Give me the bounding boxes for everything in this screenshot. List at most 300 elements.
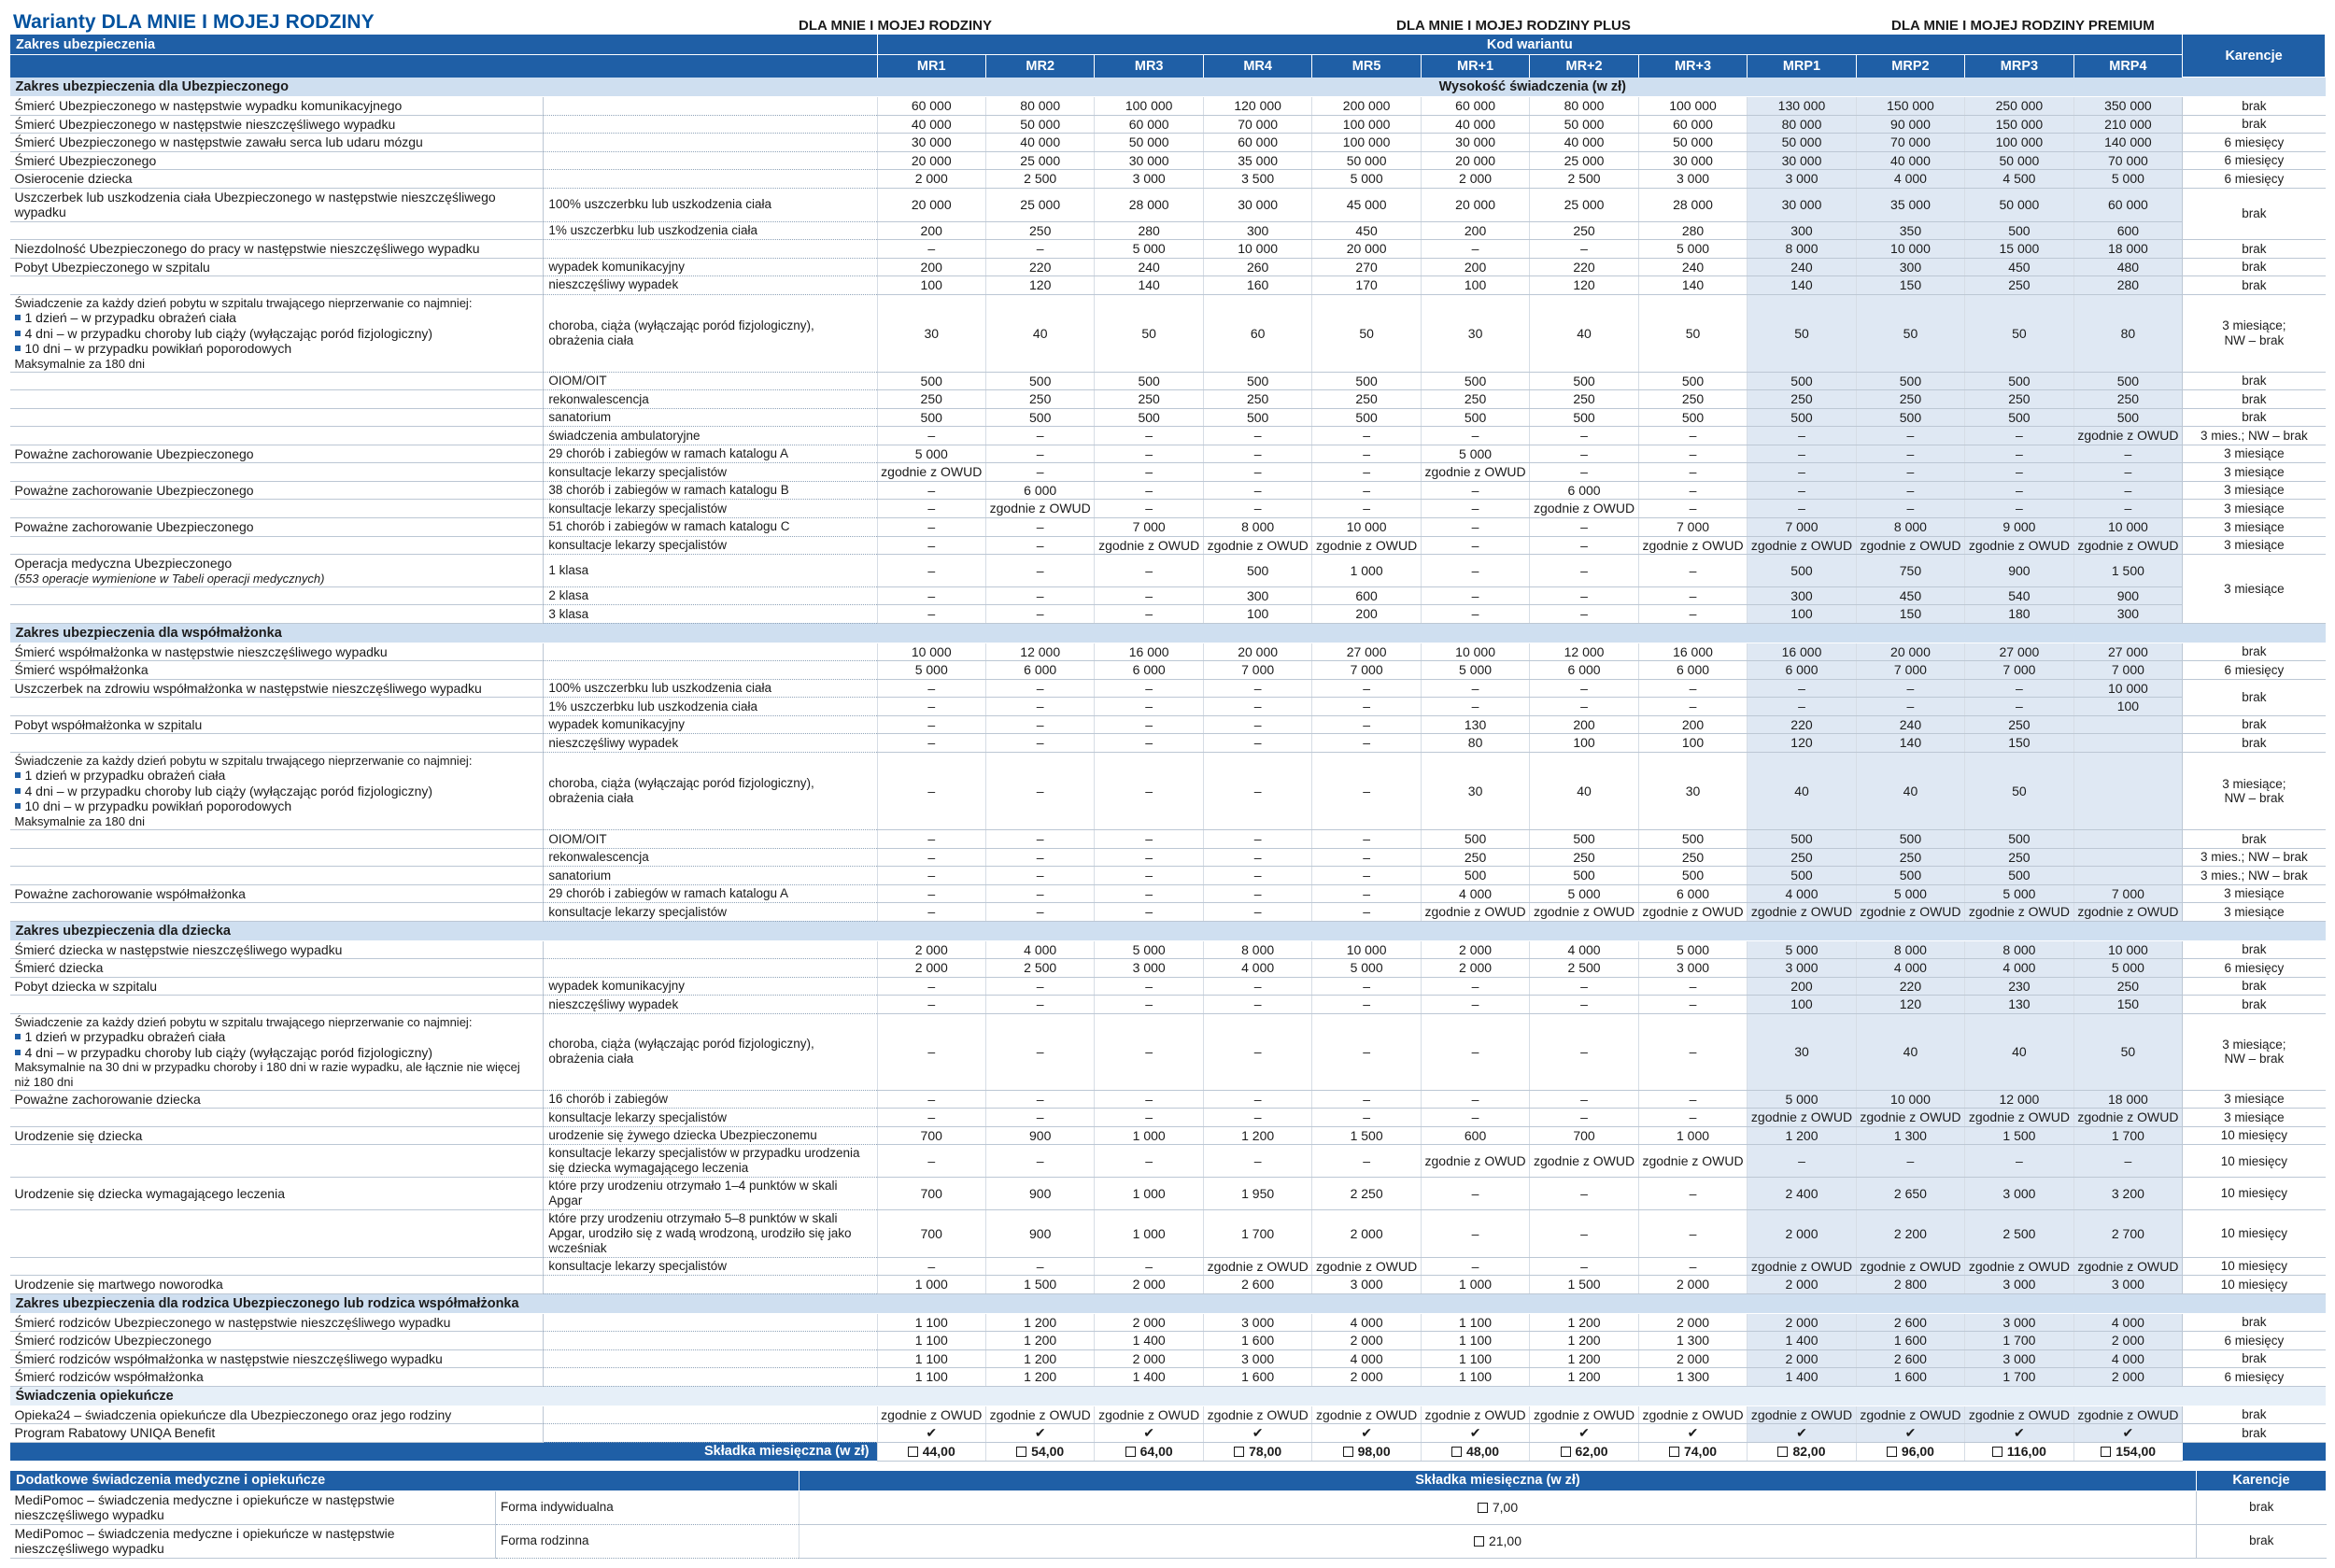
medipomoc-form-individual: Forma indywidualna bbox=[496, 1490, 800, 1524]
value-cell: 5 000 bbox=[1095, 240, 1203, 259]
table-row bbox=[10, 97, 2326, 116]
karencja-cell: brak bbox=[2183, 97, 2326, 116]
value-cell: – bbox=[1203, 884, 1311, 903]
value-cell: 2 000 bbox=[1421, 959, 1529, 978]
value-cell: 40 bbox=[1530, 753, 1638, 830]
col-MR5: MR5 bbox=[1312, 55, 1421, 78]
value-cell: – bbox=[1203, 1109, 1311, 1127]
value-cell: 27 000 bbox=[1965, 643, 2073, 661]
value-cell: – bbox=[2073, 500, 2183, 518]
karencja-cell: 6 miesięcy bbox=[2183, 661, 2326, 680]
value-cell: – bbox=[1312, 1109, 1421, 1127]
value-cell: ✔ bbox=[877, 1424, 985, 1443]
table-row bbox=[10, 1210, 2326, 1258]
value-cell: – bbox=[985, 536, 1094, 555]
value-cell: 240 bbox=[1856, 715, 1964, 734]
value-cell: 350 bbox=[1856, 221, 1964, 240]
value-cell: 500 bbox=[1856, 372, 1964, 390]
col-MR4: MR4 bbox=[1203, 55, 1311, 78]
table-row bbox=[10, 996, 2326, 1014]
value-cell: – bbox=[985, 463, 1094, 482]
value-cell: 60 bbox=[1203, 294, 1311, 372]
value-cell: zgodnie z OWUD bbox=[1095, 1406, 1203, 1424]
value-cell: 5 000 bbox=[2073, 170, 2183, 189]
value-cell: 1 500 bbox=[985, 1276, 1094, 1294]
value-cell: 1 200 bbox=[985, 1368, 1094, 1387]
value-cell: 500 bbox=[1203, 555, 1311, 587]
value-cell: 2 000 bbox=[1312, 1332, 1421, 1350]
value-cell: – bbox=[1421, 1178, 1529, 1210]
value-cell: 7 000 bbox=[1638, 518, 1747, 537]
value-cell: – bbox=[877, 1257, 985, 1276]
value-cell: 3 000 bbox=[1203, 1349, 1311, 1368]
value-cell: 8 000 bbox=[1856, 940, 1964, 959]
value-cell: – bbox=[1421, 605, 1529, 624]
value-cell: – bbox=[1856, 1145, 1964, 1178]
value-cell: 2 500 bbox=[985, 170, 1094, 189]
value-cell: – bbox=[1095, 715, 1203, 734]
value-cell: – bbox=[1312, 830, 1421, 849]
group-label-standard: DLA MNIE I MOJEJ RODZINY bbox=[799, 18, 992, 34]
premium-MRP1[interactable] bbox=[1748, 1442, 1856, 1461]
karencja-cell: 3 miesiące bbox=[2183, 884, 2326, 903]
value-cell: 1 700 bbox=[1965, 1332, 2073, 1350]
value-cell: – bbox=[1095, 867, 1203, 885]
value-cell: zgodnie z OWUD bbox=[1203, 1257, 1311, 1276]
value-cell: – bbox=[1748, 463, 1856, 482]
value-cell: 20 000 bbox=[1312, 240, 1421, 259]
value-cell: 300 bbox=[1748, 586, 1856, 605]
medipomoc-premium-individual[interactable] bbox=[800, 1490, 2197, 1524]
value-cell: 50 bbox=[1965, 753, 2073, 830]
premium-MRplus2[interactable] bbox=[1530, 1442, 1638, 1461]
value-cell: – bbox=[985, 240, 1094, 259]
value-cell: – bbox=[1638, 586, 1747, 605]
value-cell: 1 500 bbox=[1312, 1126, 1421, 1145]
value-cell: ✔ bbox=[2073, 1424, 2183, 1443]
table-row bbox=[10, 518, 2326, 537]
value-cell: – bbox=[1095, 586, 1203, 605]
additional-title: Dodatkowe świadczenia medyczne i opiekuńcze bbox=[10, 1470, 800, 1490]
value-cell: – bbox=[1095, 903, 1203, 922]
table-row bbox=[10, 221, 2326, 240]
table-row bbox=[10, 1424, 2326, 1443]
value-cell: – bbox=[1095, 1013, 1203, 1090]
value-cell: 50 bbox=[1748, 294, 1856, 372]
value-cell: 500 bbox=[1965, 408, 2073, 427]
value-cell: 5 000 bbox=[1856, 884, 1964, 903]
value-cell: 140 bbox=[1095, 276, 1203, 295]
value-cell: – bbox=[1095, 679, 1203, 698]
row-sublabel bbox=[544, 134, 877, 152]
value-cell: 50 000 bbox=[1530, 115, 1638, 134]
row-label bbox=[10, 867, 544, 885]
row-label bbox=[10, 372, 544, 390]
value-cell: 10 000 bbox=[1312, 940, 1421, 959]
value-cell: 240 bbox=[1638, 258, 1747, 276]
section-care-label: Świadczenia opiekuńcze bbox=[10, 1386, 2326, 1406]
value-cell: 3 000 bbox=[1312, 1276, 1421, 1294]
row-label: Poważne zachorowanie dziecka bbox=[10, 1090, 544, 1109]
value-cell: – bbox=[1312, 884, 1421, 903]
value-cell: ✔ bbox=[1748, 1424, 1856, 1443]
col-MRP1: MRP1 bbox=[1748, 55, 1856, 78]
premium-MR3[interactable] bbox=[1095, 1442, 1203, 1461]
value-cell: 2 000 bbox=[1638, 1313, 1747, 1332]
row-sublabel: które przy urodzeniu otrzymało 1–4 punktów w skali Apgar bbox=[544, 1178, 877, 1210]
value-cell: 500 bbox=[1748, 408, 1856, 427]
karencja-cell: brak bbox=[2183, 408, 2326, 427]
page-title: Warianty DLA MNIE I MOJEJ RODZINY bbox=[13, 11, 375, 33]
value-cell: 700 bbox=[877, 1210, 985, 1258]
premium-MRplus3[interactable] bbox=[1638, 1442, 1747, 1461]
value-cell: 4 000 bbox=[1748, 884, 1856, 903]
value-cell: 5 000 bbox=[1748, 940, 1856, 959]
value-cell: – bbox=[1095, 996, 1203, 1014]
value-cell: 250 bbox=[2073, 390, 2183, 409]
value-cell: 2 200 bbox=[1856, 1210, 1964, 1258]
value-cell: – bbox=[1095, 1145, 1203, 1178]
value-cell: 2 500 bbox=[1530, 170, 1638, 189]
value-cell: 6 000 bbox=[985, 481, 1094, 500]
value-cell: 250 bbox=[1856, 848, 1964, 867]
premium-MRP3[interactable] bbox=[1965, 1442, 2073, 1461]
value-cell: – bbox=[1530, 518, 1638, 537]
medipomoc-label-family: MediPomoc – świadczenia medyczne i opiekuńcze w następstwie nieszczęśliwego wypadku bbox=[10, 1524, 496, 1558]
value-cell: zgodnie z OWUD bbox=[1421, 903, 1529, 922]
value-cell: 500 bbox=[1530, 830, 1638, 849]
value-cell: 1 400 bbox=[1748, 1368, 1856, 1387]
value-cell: 1 950 bbox=[1203, 1178, 1311, 1210]
table-row bbox=[10, 240, 2326, 259]
value-cell: 10 000 bbox=[1203, 240, 1311, 259]
row-label bbox=[10, 830, 544, 849]
row-label bbox=[10, 1210, 544, 1258]
value-cell: 30 000 bbox=[1638, 151, 1747, 170]
value-cell: zgodnie z OWUD bbox=[1856, 1109, 1964, 1127]
value-cell: zgodnie z OWUD bbox=[1856, 903, 1964, 922]
value-cell: zgodnie z OWUD bbox=[2073, 1257, 2183, 1276]
value-cell: 16 000 bbox=[1748, 643, 1856, 661]
value-cell: 50 000 bbox=[1312, 151, 1421, 170]
value-cell: – bbox=[1095, 1109, 1203, 1127]
value-cell: 1 600 bbox=[1856, 1332, 1964, 1350]
table-row bbox=[10, 586, 2326, 605]
value-cell: 10 000 bbox=[1312, 518, 1421, 537]
row-label: Śmierć Ubezpieczonego w następstwie wypadku komunikacyjnego bbox=[10, 97, 544, 116]
table-row bbox=[10, 1406, 2326, 1424]
premium-value: 62,00 bbox=[1575, 1443, 1608, 1459]
value-cell: – bbox=[1095, 1257, 1203, 1276]
karencja-cell: 3 miesiące bbox=[2183, 536, 2326, 555]
value-cell: – bbox=[1638, 1257, 1747, 1276]
value-cell: zgodnie z OWUD bbox=[1312, 1257, 1421, 1276]
row-label: Świadczenie za każdy dzień pobytu w szpitalu trwającego nieprzerwanie co najmniej: 1 dzień w przypadku obrażeń ciała 4 dni – w przypadku choroby lub ciąży (wyłączając poród fizjologiczny) 10 dni – w przypadku powikłań poporodowych Maksymalnie za 180 dni bbox=[10, 753, 544, 830]
value-cell: 4 000 bbox=[1312, 1349, 1421, 1368]
row-sublabel bbox=[544, 661, 877, 680]
table-row bbox=[10, 390, 2326, 409]
row-sublabel bbox=[544, 1313, 877, 1332]
table-row bbox=[10, 258, 2326, 276]
value-cell: zgodnie z OWUD bbox=[985, 500, 1094, 518]
value-cell: – bbox=[1203, 679, 1311, 698]
value-cell: 1 100 bbox=[877, 1368, 985, 1387]
value-cell: – bbox=[985, 679, 1094, 698]
value-cell: 160 bbox=[1203, 276, 1311, 295]
value-cell: – bbox=[1095, 481, 1203, 500]
value-cell: – bbox=[985, 884, 1094, 903]
value-cell: 300 bbox=[1748, 221, 1856, 240]
value-cell: 20 000 bbox=[1421, 188, 1529, 221]
value-cell: zgodnie z OWUD bbox=[1965, 1257, 2073, 1276]
value-cell: 500 bbox=[985, 408, 1094, 427]
value-cell: – bbox=[1203, 977, 1311, 996]
value-cell: 40 000 bbox=[1421, 115, 1529, 134]
value-cell: 28 000 bbox=[1095, 188, 1203, 221]
value-cell: 2 000 bbox=[877, 959, 985, 978]
table-row bbox=[10, 1349, 2326, 1368]
value-cell: 140 000 bbox=[2073, 134, 2183, 152]
value-cell: – bbox=[1421, 1210, 1529, 1258]
value-cell: 1 200 bbox=[1530, 1349, 1638, 1368]
value-cell bbox=[2073, 848, 2183, 867]
value-cell: 900 bbox=[985, 1210, 1094, 1258]
value-cell: 250 bbox=[985, 221, 1094, 240]
row-label bbox=[10, 427, 544, 445]
value-cell: 50 bbox=[1638, 294, 1747, 372]
row-label bbox=[10, 734, 544, 753]
premium-MR4[interactable] bbox=[1203, 1442, 1311, 1461]
value-cell: – bbox=[1312, 481, 1421, 500]
value-cell: zgodnie z OWUD bbox=[1421, 463, 1529, 482]
value-cell: – bbox=[1312, 1090, 1421, 1109]
karencja-cell: 3 miesiące bbox=[2183, 1109, 2326, 1127]
document-header bbox=[9, 6, 2326, 34]
karencja-cell: brak bbox=[2183, 643, 2326, 661]
additional-karencje-header: Karencje bbox=[2197, 1470, 2327, 1490]
value-cell: – bbox=[1530, 463, 1638, 482]
premium-MR1[interactable] bbox=[877, 1442, 985, 1461]
value-cell: 20 000 bbox=[877, 151, 985, 170]
value-cell: – bbox=[1638, 555, 1747, 587]
value-cell: 500 bbox=[1312, 408, 1421, 427]
value-cell: 450 bbox=[1856, 586, 1964, 605]
value-cell: 40 000 bbox=[1530, 134, 1638, 152]
value-cell: 220 bbox=[1530, 258, 1638, 276]
value-cell: 250 bbox=[877, 390, 985, 409]
value-cell: 6 000 bbox=[1638, 884, 1747, 903]
premium-karencje bbox=[2183, 1442, 2326, 1461]
value-cell: 5 000 bbox=[1312, 959, 1421, 978]
value-cell: 2 800 bbox=[1856, 1276, 1964, 1294]
value-cell: 1 500 bbox=[1530, 1276, 1638, 1294]
row-label bbox=[10, 408, 544, 427]
medipomoc-premium-family[interactable] bbox=[800, 1524, 2197, 1558]
value-cell: – bbox=[877, 977, 985, 996]
premium-MRplus1[interactable] bbox=[1421, 1442, 1529, 1461]
value-cell bbox=[2073, 734, 2183, 753]
value-cell: 100 bbox=[1748, 996, 1856, 1014]
value-cell: 2 000 bbox=[1638, 1276, 1747, 1294]
value-cell: 40 bbox=[985, 294, 1094, 372]
value-cell: – bbox=[1203, 715, 1311, 734]
value-cell: 140 bbox=[1638, 276, 1747, 295]
table-row bbox=[10, 1178, 2326, 1210]
value-cell: 40 000 bbox=[1856, 151, 1964, 170]
row-label: Poważne zachorowanie Ubezpieczonego bbox=[10, 481, 544, 500]
value-cell: 90 000 bbox=[1856, 115, 1964, 134]
value-cell: 1 100 bbox=[1421, 1349, 1529, 1368]
value-cell: 1 300 bbox=[1638, 1368, 1747, 1387]
value-cell: 130 bbox=[1421, 715, 1529, 734]
value-cell: 3 000 bbox=[1638, 170, 1747, 189]
value-cell: 150 bbox=[1965, 734, 2073, 753]
premium-MRP4[interactable] bbox=[2073, 1442, 2183, 1461]
value-cell: – bbox=[1421, 518, 1529, 537]
value-cell: – bbox=[1095, 753, 1203, 830]
value-cell: 100 000 bbox=[1965, 134, 2073, 152]
value-cell: 5 000 bbox=[1421, 445, 1529, 463]
value-cell: – bbox=[1203, 830, 1311, 849]
table-header-row-1 bbox=[10, 35, 2326, 55]
row-sublabel: które przy urodzeniu otrzymało 5–8 punktów w skali Apgar, urodziło się z wadą wrodzoną, urodziło się jako wcześniak bbox=[544, 1210, 877, 1258]
row-sublabel: choroba, ciąża (wyłączając poród fizjologiczny), obrażenia ciała bbox=[544, 1013, 877, 1090]
value-cell: 1 200 bbox=[985, 1332, 1094, 1350]
value-cell: – bbox=[985, 903, 1094, 922]
row-label bbox=[10, 276, 544, 295]
karencja-cell: brak bbox=[2183, 996, 2326, 1014]
value-cell: 2 000 bbox=[2073, 1332, 2183, 1350]
value-cell: 2 000 bbox=[1748, 1313, 1856, 1332]
value-cell: 500 bbox=[1965, 830, 2073, 849]
value-cell: – bbox=[877, 867, 985, 885]
value-cell: 500 bbox=[985, 372, 1094, 390]
value-cell: 150 bbox=[1856, 605, 1964, 624]
value-cell: – bbox=[877, 427, 985, 445]
row-sublabel: 1% uszczerbku lub uszkodzenia ciała bbox=[544, 221, 877, 240]
value-cell: 2 600 bbox=[1203, 1276, 1311, 1294]
value-cell: 25 000 bbox=[985, 188, 1094, 221]
row-label: Śmierć rodziców Ubezpieczonego w następstwie nieszczęśliwego wypadku bbox=[10, 1313, 544, 1332]
value-cell: 30 000 bbox=[1421, 134, 1529, 152]
value-cell: zgodnie z OWUD bbox=[1530, 1406, 1638, 1424]
value-cell: 30 000 bbox=[1748, 151, 1856, 170]
value-cell: 1 100 bbox=[1421, 1332, 1529, 1350]
row-sublabel: OIOM/OIT bbox=[544, 372, 877, 390]
value-cell: zgodnie z OWUD bbox=[1203, 536, 1311, 555]
value-cell: 60 000 bbox=[877, 97, 985, 116]
value-cell: 1 200 bbox=[1530, 1332, 1638, 1350]
value-cell: 200 bbox=[1421, 221, 1529, 240]
karencja-cell: 3 miesiące bbox=[2183, 903, 2326, 922]
value-cell: 1 700 bbox=[1203, 1210, 1311, 1258]
value-cell: 27 000 bbox=[2073, 643, 2183, 661]
value-cell: 2 000 bbox=[1421, 940, 1529, 959]
row-sublabel: urodzenie się żywego dziecka Ubezpieczonemu bbox=[544, 1126, 877, 1145]
value-cell: zgodnie z OWUD bbox=[1965, 1109, 2073, 1127]
table-row bbox=[10, 134, 2326, 152]
value-cell: 450 bbox=[1965, 258, 2073, 276]
value-cell: 5 000 bbox=[1965, 884, 2073, 903]
value-cell: 12 000 bbox=[985, 643, 1094, 661]
row-sublabel: 29 chorób i zabiegów w ramach katalogu A bbox=[544, 445, 877, 463]
col-MRP3: MRP3 bbox=[1965, 55, 2073, 78]
karencja-cell: brak bbox=[2183, 830, 2326, 849]
parent-rows bbox=[10, 1313, 2326, 1386]
value-cell: 7 000 bbox=[2073, 884, 2183, 903]
table-row bbox=[10, 188, 2326, 221]
row-label: Urodzenie się martwego noworodka bbox=[10, 1276, 544, 1294]
karencja-cell: brak bbox=[2183, 390, 2326, 409]
value-cell: – bbox=[985, 1109, 1094, 1127]
value-cell: 500 bbox=[1748, 372, 1856, 390]
child-rows bbox=[10, 940, 2326, 1293]
value-cell: – bbox=[1748, 445, 1856, 463]
value-cell: 4 000 bbox=[1965, 959, 2073, 978]
value-cell: – bbox=[1530, 555, 1638, 587]
value-cell: 250 bbox=[1095, 390, 1203, 409]
value-cell: 1 000 bbox=[1095, 1178, 1203, 1210]
value-cell: 80 000 bbox=[1748, 115, 1856, 134]
value-cell: 100 bbox=[1638, 734, 1747, 753]
karencja-cell: brak bbox=[2183, 276, 2326, 295]
value-cell: 6 000 bbox=[985, 661, 1094, 680]
karencja-cell: 10 miesięcy bbox=[2183, 1210, 2326, 1258]
value-cell: 50 bbox=[2073, 1013, 2183, 1090]
premium-value: 78,00 bbox=[1249, 1443, 1282, 1459]
value-cell: – bbox=[1530, 586, 1638, 605]
premium-label: Składka miesięczna (w zł) bbox=[10, 1442, 878, 1461]
value-cell: 2 600 bbox=[1856, 1349, 1964, 1368]
value-cell: 250 bbox=[1203, 390, 1311, 409]
value-cell: 3 000 bbox=[1095, 959, 1203, 978]
value-cell: – bbox=[1312, 848, 1421, 867]
value-cell: 500 bbox=[1638, 830, 1747, 849]
value-cell: – bbox=[1095, 884, 1203, 903]
value-cell: – bbox=[1638, 1109, 1747, 1127]
row-sublabel: 51 chorób i zabiegów w ramach katalogu C bbox=[544, 518, 877, 537]
value-cell: 6 000 bbox=[1530, 481, 1638, 500]
value-cell: 15 000 bbox=[1965, 240, 2073, 259]
value-cell: 250 bbox=[1638, 848, 1747, 867]
premium-MRP2[interactable] bbox=[1856, 1442, 1964, 1461]
table-row bbox=[10, 734, 2326, 753]
premium-MR2[interactable] bbox=[985, 1442, 1094, 1461]
value-cell: 10 000 bbox=[1421, 643, 1529, 661]
value-cell: 1 200 bbox=[985, 1349, 1094, 1368]
premium-MR5[interactable] bbox=[1312, 1442, 1421, 1461]
value-cell: – bbox=[877, 536, 985, 555]
value-cell: 5 000 bbox=[2073, 959, 2183, 978]
value-cell: – bbox=[1530, 1109, 1638, 1127]
value-cell: – bbox=[985, 427, 1094, 445]
table-row bbox=[10, 679, 2326, 698]
value-cell: zgodnie z OWUD bbox=[1748, 536, 1856, 555]
value-cell: ✔ bbox=[1856, 1424, 1964, 1443]
row-label: Śmierć współmałżonka w następstwie nieszczęśliwego wypadku bbox=[10, 643, 544, 661]
additional-row-family bbox=[10, 1524, 2327, 1558]
value-cell: 50 000 bbox=[1748, 134, 1856, 152]
value-cell: – bbox=[1530, 679, 1638, 698]
row-sublabel: konsultacje lekarzy specjalistów bbox=[544, 903, 877, 922]
value-cell: 100 bbox=[1530, 734, 1638, 753]
value-cell: zgodnie z OWUD bbox=[1748, 1109, 1856, 1127]
medipomoc-amount: 21,00 bbox=[1488, 1533, 1522, 1548]
value-cell: 230 bbox=[1965, 977, 2073, 996]
table-row bbox=[10, 1013, 2326, 1090]
value-cell: – bbox=[1965, 500, 2073, 518]
value-cell: 7 000 bbox=[1748, 518, 1856, 537]
